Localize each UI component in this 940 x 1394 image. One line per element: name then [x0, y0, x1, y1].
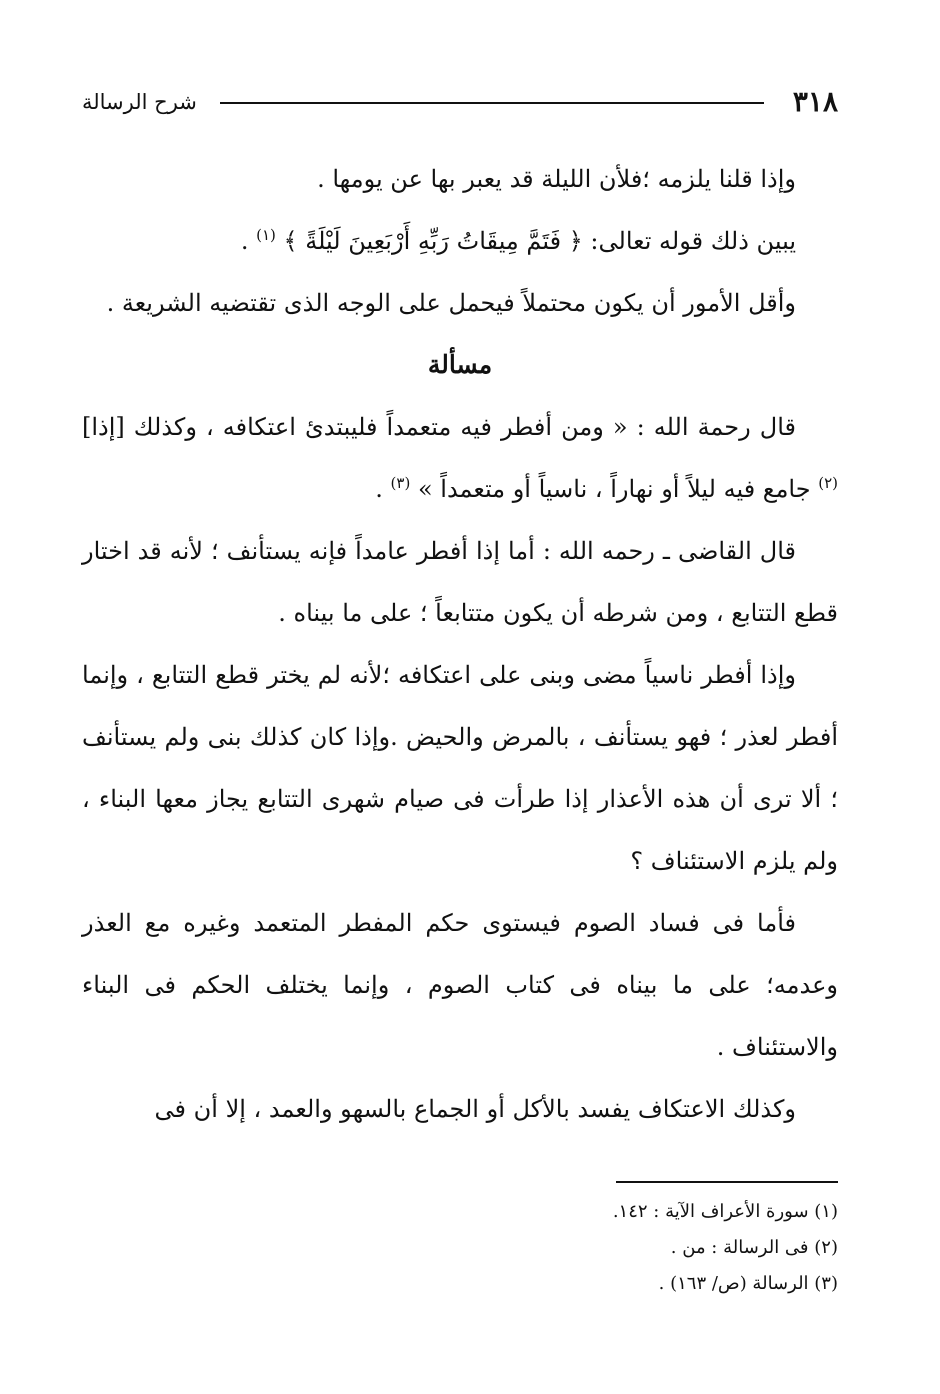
paragraph-2-end: . [240, 227, 257, 255]
footnotes [102, 1194, 838, 1302]
paragraph-8: وكذلك الاعتكاف يفسد بالأكل أو الجماع بالسهو والعمد ، إلا أن فى [154, 1095, 796, 1123]
footnote-3: (٣) الرسالة (ص/ ١٦٣) . [658, 1273, 838, 1294]
footnote-ref-2[interactable]: (٢) [818, 474, 838, 492]
paragraph-6: وإذا أفطر ناسياً مضى وبنى على اعتكافه ؛لأنه لم يختر قطع التتابع ، وإنما أفطر لعذر ؛ فهو يستأنف ، بالمرض والحيض .وإذا كان كذلك بنى ولم يستأنف ؛ ألا ترى أن هذه الأعذار إذا طرأت فى صيام شهرى التتابع يجاز معها البناء ، ولم يلزم الاستئناف ؟ [82, 661, 838, 875]
page-header [82, 82, 838, 122]
paragraph-5: قال القاضى ـ رحمه الله : أما إذا أفطر عامداً فإنه يستأنف ؛ لأنه قد اختار قطع التتابع ، ومن شرطه أن يكون متتابعاً ؛ على ما بيناه . [82, 537, 838, 627]
footnote-ref-1[interactable]: (١) [256, 226, 276, 244]
paragraph-4-text: قال رحمة الله : « ومن أفطر فيه متعمداً فليبتدئ اعتكافه ، وكذلك [إذا] [82, 413, 796, 441]
footnote-ref-3[interactable]: (٣) [390, 474, 411, 492]
paragraph-1: وإذا قلنا يلزمه ؛فلأن الليلة قد يعبر بها عن يومها . [317, 165, 796, 193]
page-number: ٣١٨ [792, 85, 838, 118]
paragraph-4-mid: جامع فيه ليلاً أو نهاراً ، ناسياً أو متعمداً » [410, 475, 819, 503]
header-rule [220, 102, 764, 104]
running-title: شرح الرسالة [82, 90, 197, 114]
footnote-rule [616, 1181, 838, 1183]
paragraph-3: وأقل الأمور أن يكون محتملاً فيحمل على الوجه الذى تقتضيه الشريعة . [106, 289, 796, 317]
paragraph-7: فأما فى فساد الصوم فيستوى حكم المفطر المتعمد وغيره مع العذر وعدمه؛ على ما بيناه فى كتاب الصوم ، وإنما يختلف الحكم فى البناء والاستئناف . [82, 909, 838, 1061]
section-heading: مسألة [427, 350, 493, 379]
main-text [82, 148, 838, 1140]
paragraph-4-end: . [375, 475, 391, 503]
quran-verse-line: يبين ذلك قوله تعالى: ﴿ فَتَمَّ مِيقَاتُ رَبِّهِ أَرْبَعِينَ لَيْلَةً ﴾ [283, 227, 796, 255]
paragraph-2 [82, 210, 838, 272]
footnote-1: (١) سورة الأعراف الآية : ١٤٢. [612, 1201, 838, 1222]
footnote-2: (٢) فى الرسالة : من . [670, 1237, 838, 1258]
paragraph-4 [82, 396, 838, 520]
